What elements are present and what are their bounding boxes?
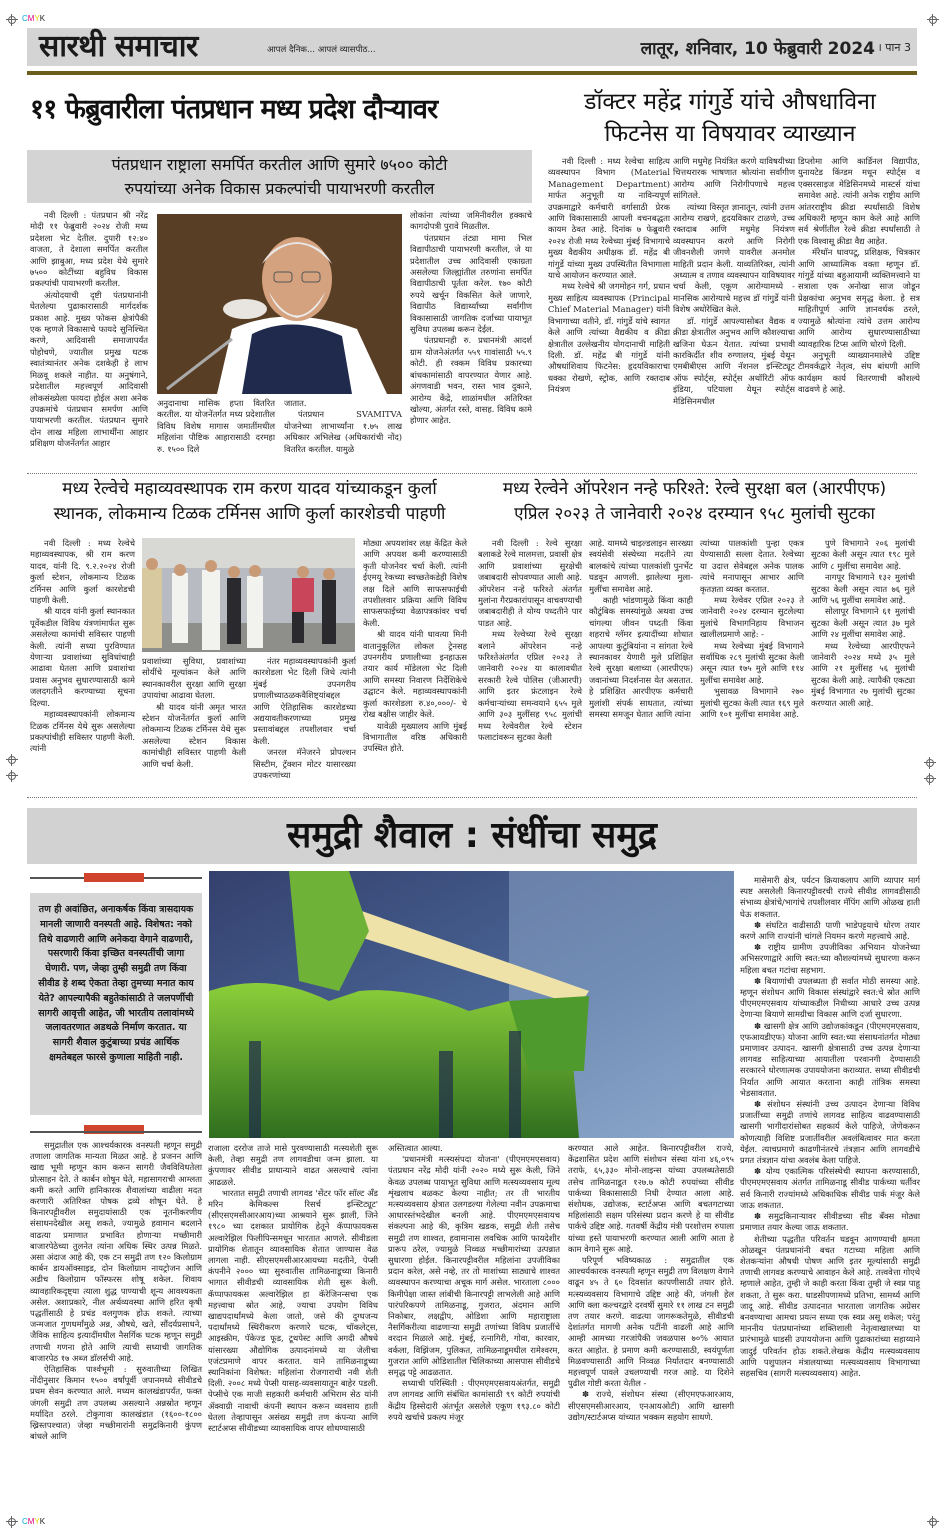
paragraph: डिप्लोमा आणि कार्डिनल विद्यापीठ, युनायटेड किंग्डम मधून स्पोर्ट्स व एक्सरसाइज मेडिसिनमध्ये मास्टर्स यांचा समावेश आहे. त्यांनी अनेक राष्ट्रीय आणि आंतरराष्ट्रीय क्रीडा स्पर्धांसाठी विशेष अधिकारी म्हणून काम केले आहे आणि सर्व श्रेणींतील रेल्वे क्रीडा स्पर्धांसाठी ते एक विश्वासू क्रीडा वैद्य आहेत. xyxy=(798,156,920,246)
paragraph: पंतप्रधानही रु. प्रधानमंत्री आदर्श ग्राम योजनेअंतर्गत ५५९ गावांसाठी ५५.९ कोटी. ही रक्कम विविध प्रकारच्या बांधकामांसाठी वापरण्यात येणार आहे. अंगणवाडी भवन, रास्त भाव दुकाने, आरोग्य केंद्रे, शाळांमधील अतिरिक्त खोल्या, अंतर्गत रस्ते, वासह. विविध कामे होणार आहेत. xyxy=(410,335,532,426)
story2-column-2 xyxy=(673,156,795,407)
story4-column-2 xyxy=(589,538,693,721)
section-divider xyxy=(27,797,917,798)
paragraph: 'प्रधानमंत्री मत्स्यसंपदा योजना' (पीएमएमएसवाय) पंतप्रधान नरेंद्र मोदी यांनी २०२० मध्ये सुरू केली, जिने केवळ उपलब्ध पायाभूत सुविधा आणि मत्स्यव्यवसाय मूल्य शृंखलाच बळकट केल्या नाहीत; तर ती भारतीय मत्स्यव्यवसाय क्षेत्रात उलगडल्या गेलेल्या नवीन उपक्रमाचा आधारस्तंभदेखील बनली आहे. पीएमएमएसवायच संकल्पना आहे की, कृत्रिम खडक, समुद्री शेती तसेच समुद्री तण शाश्वत, हवामानास लवचिक आणि फायदेशीर प्रारूप ठरेल, ज्यामुळे निव्वळ मच्छीमारांच्या उत्पन्नात सुधारणा होईल. किनारपट्टीवरील महिलांना उपजीविका प्रदान करेल, असे नव्हे, तर तो माशांच्या साठ्याचे शाश्वत व्यवस्थापन करण्याचा अचूक मार्ग असेल. भारताला ८००० किमीपेक्षा जास्त लांबीची किनारपट्टी लाभलेली आहे आणि पारंपरिकपणे तामिळनाडू, गुजरात, अंदमान आणि निकोबार, लक्षद्वीप, ओडिशा आणि महाराष्ट्राला नैसर्गिकरीत्या वाढणाऱ्या समुद्री तणांच्या विविध प्रजातींचे वरदान मिळाले आहे. मुंबई, रत्नागिरी, गोवा, कारवार, वर्कला, विझिंजम, पुलिकत, तामिळनाडूमधील रामेश्वरम, गुजरात आणि ओडिशातील चिलिकाच्या आसपास सीवीडचे समृद्ध पट्टे आढळतात. xyxy=(388,1154,560,1378)
paragraph: मध्य रेल्वेवर एप्रिल २०२३ ते जानेवारी २०२४ दरम्यान सुटलेल्या मुलांचे विभागनिहाय विभाजन खालीलप्रमाणे आहे: - xyxy=(700,595,804,640)
story5-column-4 xyxy=(568,1143,734,1423)
story2-column-1 xyxy=(548,156,670,396)
registration-mark-icon xyxy=(6,754,18,766)
paragraph: मॅरेथॉन धावपटू, प्रशिक्षक, चित्रकार आणि आध्यात्मिक वक्ता म्हणून डॉ. गांगुर्डे यांच्या बहुआयामी व्यक्तिमत्त्वाने या सत्राला एक अनोखा साज जोडून प्रेक्षकांचा अनुभव समृद्ध केला. हे सत्र माहितीपूर्ण आणि ज्ञानवर्धक ठरले, ज्यामुळे श्रोत्यांना त्यांचे उत्तम आरोग्य आणि आरोग्य सुधारण्यासाठीच्या व्यावहारिक टिप्स आणि धोरणे दिली. xyxy=(798,247,920,349)
registration-mark-icon xyxy=(927,1516,939,1528)
paragraph: मध्य रेल्वेच्या आरपीएफने जानेवारी २०२४ मध्ये ३५ मुले आणि २१ मुलींसह ५६ मुलांची सुटका केली आहे. त्यापैकी एकट्या मुंबई विभागात २७ मुलांची सुटका करण्यात आली आहे. xyxy=(811,640,915,708)
story2-headline xyxy=(540,86,920,150)
paragraph: श्री यादव यांनी धावत्या मिनी वातानुकूलित लोकल ट्रेनसह उपनगरीय प्रणालीच्या इनहाऊस तयार कार्य मॉडेलला भेट दिली आणि समस्या निवारण निर्देशिकेचे उद्घाटन केले. महाव्यवस्थापकांनी कुर्ला कारशेडला रु.४०,०००/- चे रोख बक्षीस जाहीर केले. xyxy=(363,629,467,720)
story3-headline-line: मध्य रेल्वेचे महाव्यवस्थापक राम करण यादव यांच्याकडून कुर्ला xyxy=(62,479,437,499)
pullquote-accent xyxy=(84,873,144,882)
story1-column-3 xyxy=(284,398,402,455)
story1-column-4 xyxy=(410,210,532,427)
story2-headline-line: डॉक्टर महेंद्र गांगुर्डे यांचे औषधाविना xyxy=(584,89,876,115)
paragraph: पंतप्रधान SVAMITVA योजनेच्या लाभार्थ्यांना १.७५ लाख अधिकार अभिलेख (अधिकारांची नोंद) वितरित करतील. यामुळे xyxy=(284,409,402,454)
story2-headline-line: फिटनेस या विषयावर व्याख्यान xyxy=(604,121,856,147)
story1-column-1 xyxy=(30,210,148,450)
story5-banner xyxy=(27,808,917,864)
registration-mark-icon xyxy=(927,14,939,26)
paragraph: सोलापूर विभागाने ६१ मुलांची सुटका केली असून त्यात ३७ मुले आणि २४ मुलींचा समावेश आहे. xyxy=(811,606,915,640)
story5-column-2 xyxy=(208,1143,378,1434)
paragraph: अनुभूती व्याख्यानमालेचे उद्दिष्ट टीमवर्कद्वारे नेतृत्व, संघ बांधणी आणि कार्यक्षम कार्य वितरणाची कौशल्ये वाढवणे हे आहे. xyxy=(798,349,920,395)
story3-photo xyxy=(142,538,355,652)
paragraph: परिपूर्ण भविष्यकाळ : समुद्रातील एक आश्चर्यकारक वनस्पती म्हणून समुद्री तण विलक्षण वेगाने वाढून ४५ ते ६० दिवसांत कापणीसाठी तयार होते. मत्स्यव्यवसाय विभागाचे उद्दिष्ट आहे की, जंगली हेल आणि क्ला कल्चरद्वारे दरवर्षी सुमारे ११ लाख टन समुद्री तण तयार करणे. वाढत्या जागरूकतेमुळे, सीवीडची देशांतर्गत मागणी अनेक पटींनी वाढली आहे आणि आम्ही आमच्या गरजांपैकी जवळपास ७०% आयात करत आहोत. हे प्रमाण कमी करण्यासाठी, स्वयंपूर्णता मिळवण्यासाठी आणि निव्वळ निर्यातदार बनण्यासाठी महत्त्वपूर्ण पावले उचलण्याची गरज आहे. या दिशेने पुढील गोष्टी करता येतील - xyxy=(568,1255,734,1389)
paragraph: समुद्रातील एक आश्चर्यकारक वनस्पती म्हणून समुद्री तणाला जागतिक मान्यता मिळत आहे. हे प्रजनन आणि खाद्य भूमी म्हणून काम करून सागरी जैवविविधतेला प्रोत्साहन देते. ते कार्बन शोषून घेते, महासागराची आम्लता कमी करते आणि हानिकारक शैवालांच्या वाढीला मदत करणारी अतिरिक्त पोषक द्रव्ये शोषून घेते. हे किनारपट्टीवरील समुदायांसाठी एक नूतनीकरणीय संसाधनदेखील असू शकते, ज्यामुळे हवामान बदलाने वाढत्या प्रमाणात प्रभावित होणाऱ्या मच्छीमारी बाजारपेठेच्या तुलनेत त्यांना अधिक स्थिर उत्पन्न मिळते. असा अंदाज आहे की, एक टन समुद्री तण १२० किलोग्राम कार्बन डायऑक्साइड, दोन किलोग्राम नायट्रोजन आणि अडीच किलोग्राम फॉस्फरस शोषू शकेल. शिवाय व्यावहारिकदृष्ट्या त्याला शुद्ध पाण्याची शून्य आवश्यकता असेल. अशाप्रकारे, नील अर्थव्यवस्था आणि हरित कृषी पद्धतींसाठी हे प्रचंड वलगुणक होऊ शकते. त्याच्या जन्मजात गुणधर्मांमुळे अन्न, औषधे, खते, सौंदर्यप्रसाधने, जैविक साहित्य इत्यादींमधील नैसर्गिक घटक म्हणून समुद्री तणाची गणना होते आणि त्याची सध्याची जागतिक बाजारपेठ १७ अब्ज डॉलर्सची आहे. xyxy=(30,1140,202,1363)
paragraph: ✽ संशोधन संस्थांनी उच्च उत्पादन देणाऱ्या विविध प्रजातींच्या समुद्री तणांचे लागवड साहित्य वाढवण्यासाठी खासगी भागीदारांसोबत सहकार्य केले पाहिजे, जेणेकरून कोणत्याही विशिष्ट प्रजातींवरील अवलंबित्वावर मात करता येईल. त्याचप्रमाणे काढणीनंतरचे तंत्रज्ञान आणि लागवडीचे प्रगत तंत्रज्ञान यांचा अवलंब केला पाहिजे. xyxy=(740,1099,920,1166)
paragraph: जनरल मॅनेजरने प्रोपल्शन सिस्टीम, ट्रॅक्शन मोटर यासारख्या उपकरणांच्या xyxy=(253,747,356,781)
paragraph: मासेमारी क्षेत्र, पर्यटन क्रियाकलाप आणि व्यापार मार्ग स्पष्ट असलेली किनारपट्टीवरची राज्ये सीवीड लागवडीसाठी संभाव्य क्षेत्रांचे/भागांचे तपशीलवार मॅपिंग आणि ओळख हाती घेऊ शकतात. xyxy=(740,875,920,919)
paragraph: प्रवाशांच्या सुविधा, प्रवाशांच्या सोयींचे मूल्यांकन केले आणि स्थानकावरील सुरक्षा आणि सुरक्षा उपायांचा आढावा घेतला. xyxy=(142,656,246,701)
registration-mark-icon xyxy=(6,1516,18,1528)
paragraph: ✽ संघटित वाढीसाठी पाणी भाडेपट्टयाचे धोरण तयार करणे आणि राज्यांनी चांगले नियमन करणे महत्त्वाचे आहे. xyxy=(740,919,920,942)
pullquote: तण ही अवांछित, अनाकर्षक किंवा त्रासदायक मानली जाणारी वनस्पती आहे. विशेषत: नको तिथे वाढणारी आणि अनेकदा वेगाने वाढणारी, पसरणारी किंवा इच्छित वनस्पतींची जागा घेणारी. पण, जेव्हा तुम्ही समुद्री तण किंवा सीवीड हे शब्द ऐकता तेव्हा तुमच्या मनात काय येते? आपल्यापैकी बहुतेकांसाठी ते जलपर्णीची सागरी आवृत्ती आहेत, जी भारतीय तलावांमध्ये जलावतरणात अडथळे निर्माण करतात. या सागरी शैवाल कुटुंबाच्या प्रचंड आर्थिक क्षमतेबद्दल फारसे कुणाला माहिती नाही. xyxy=(30,893,202,1115)
registration-mark-icon xyxy=(6,14,18,26)
story4-column-1 xyxy=(478,538,582,743)
story3-column-3 xyxy=(253,656,356,781)
story4-headline xyxy=(472,477,917,527)
newspaper-logo: सारथी समाचार xyxy=(39,29,198,64)
station-inspection-image xyxy=(142,538,355,652)
paragraph: नवी दिल्ली : रेल्वे सुरक्षा बलाकडे रेल्वे मालमत्ता, प्रवासी क्षेत्र आणि प्रवाशांच्या सुरक्षेची जबाबदारी सोपवण्यात आली आहे. ऑपरेशन नन्हे फरिश्ते अंतर्गत मुलांना गैरप्रकारांपासून वाचवण्याची जबाबदारीही ते योग्य पध्दतीने पार पाडत आहे. xyxy=(478,538,582,628)
paragraph: भारतात समुद्री तणाची लागवड 'सेंटर फॉर सॉल्ट अँड मरिन केमिकल्स रिसर्च इन्स्टिट्यूट' (सीएसएमसीआरआय)च्या आश्रयाने सुरू झाली, जिने १९८० च्या दशकात प्रायोगिक हेतूने कॅप्पाफायकस अल्वारेझिल फिलीपिन्समधून भारतात आणले. सीवीडला प्रायोगिक शेतातून व्यावसायिक शेतात जाण्यास वेळ लागला नाही. सीएसएमसीआरआयच्या मदतीने, पेप्सी कंपनीने २००० च्या सुरुवातीस तामिळनाडूच्या किनारी भागात सीवीडची व्यावसायिक शेती सुरू केली. कॅप्पाफायकस अल्वारेझिल हा कॅरेजिनन्सचा एक महत्त्वाचा स्रोत आहे, ज्याचा उपयोग विविध खाद्यपदार्थांमध्ये केला जातो, जसे की दुग्धजन्य पदार्थांमध्ये स्थिरीकरण करणारे घटक, चॉकलेट्स, आइस्क्रीम, पॅकेज्ड फूड, टूथपेस्ट आणि अगदी औषधे यांसारख्या औद्योगिक उत्पादनांमध्ये या जेलीचा एजंटप्रमाणे वापर करतात. याने तामिळनाडूच्या स्थानिकांना विशेषत: महिलांना रोजगाराची नवी शेती दिली. २००८ मध्ये पेप्सी यासह-व्यवसायातून बाहेर पडली. पेप्सीचे एक माजी सहकारी कर्मचारी अभिराम सेठ यांनी ॲक्वाग्री नावाची कंपनी स्थापन करून व्यवसाय हाती घेतला तेव्हापासून असंख्य समुद्री तण कंपन्या आणि स्टार्टअप्स सीवीडच्या व्यावसायिक वापर शोधण्यासाठी xyxy=(208,1187,378,1434)
story4-column-3 xyxy=(700,538,804,721)
masthead-divider xyxy=(27,71,917,75)
paragraph: ✽ योग्य एकात्मिक परिसंस्थेची स्थापना करण्यासाठी, पीएमएमएसवाय अंतर्गत तामिळनाडू सीवीड पार्कच्या धर्तीवर सर्व किनारी राज्यांमध्ये अधिकाधिक सीवीड पार्क मंजूर केले जाऊ शकतात. xyxy=(740,1166,920,1210)
paragraph: यावेळी मुख्यालय आणि मुंबई विभागातील वरिष्ठ अधिकारी उपस्थित होते. xyxy=(363,720,467,754)
seaweed-image xyxy=(209,871,734,1138)
paragraph: त्यांच्या पालकांशी पुन्हा एकत्र येण्यासाठी सल्ला देतात. रेल्वेच्या या उदात्त सेवेबद्दल अनेक पालक त्यांचे मनापासून आभार आणि कृतज्ञता व्यक्त करतात. xyxy=(700,538,804,594)
paragraph: ✽ बियाणांची उपलब्धता ही सर्वात मोठी समस्या आहे. म्हणून संशोधन आणि विकास संस्थांद्वारे स्वत:चे स्रोत आणि पीएमएमएसवाय यांच्याकडील निधीच्या आधारे उच्च उत्पन्न देणाऱ्या बियाणे सामग्रीचा विकास आणि दर्जा सुधारणा. xyxy=(740,975,920,1020)
paragraph: मध्य रेल्वेच्या रेल्वे सुरक्षा बलाने ऑपरेशन नन्हे फरिश्तेअंतर्गत एप्रिल २०२३ ते जानेवारी २०२४ या कालावधीत सरकारी रेल्वे पोलिस (जीआरपी) आणि इतर फ्रंटलाइन रेल्वे कर्मचाऱ्यांच्या समन्वयाने ६५५ मुले आणि ३०३ मुलींसह ९५८ मुलांची मध्य रेल्वेवरील रेल्वे स्टेशन फलाटांवरून सुटका केली xyxy=(478,629,582,742)
paragraph: ✽ समुद्रकिनाऱ्यावर सीवीडच्या सीड बँक्स मोठ्या प्रमाणात तयार केल्या जाऊ शकतात. xyxy=(740,1211,920,1233)
pullquote-rule xyxy=(30,1131,202,1133)
story1-deck-line: पंतप्रधान राष्ट्राला समर्पित करतील आणि सुमारे ७५०० कोटी xyxy=(111,155,448,174)
paragraph: ✽ खासगी क्षेत्र आणि उद्योजकांकडून (पीएमएमएसवाय, एफआयडीएफ) योजना आणि स्वत:च्या संसाधनांतर्गत मोठ्या प्रमाणावर उत्पादन. खासगी क्षेत्रासाठी उच्च उत्पन्न देणाऱ्या लागवड साहित्याच्या आयातीला परवानगी देण्यासाठी सरकारने धोरणात्मक उपाययोजना कराव्यात. सध्या सीवीडची निर्यात आणि आयात करताना काही तांत्रिक समस्या भेडसावतात. xyxy=(740,1020,920,1098)
story1-deck xyxy=(27,150,532,203)
story3-column-4 xyxy=(363,538,467,755)
paragraph: शेतीच्या पद्धतीत परिवर्तन घडवून आणण्याची क्षमता ओळखून पंतप्रधानांनी बचत गटाच्या महिला आणि शेतकऱ्यांना औषधी पोषण आणि इतर मूल्यांसाठी समुद्री तणाची लागवड करण्याचे आवाहन केले आहे. तत्त्ववेत्ता गोएथे म्हणाले आहेत, तुम्ही जे काही करता किंवा तुम्ही जे स्वप्न पाहू शकता, ते सुरू करा. धाडसीपणामध्ये प्रतिभा, सामर्थ्य आणि जादू आहे. सीवीड उत्पादनात भारताला जागतिक अग्रेसर बनवण्याचा आमचा प्रयत्न सध्या एक स्वप्न असू शकेल; परंतु माननीय पंतप्रधानांच्या शक्तिशाली नेतृत्वाखालच्या या प्रारंभामुळे धाडसी उपाययोजना आणि पुढाकारांच्या सहाय्याने जादुई परिवर्तन होऊ शकते.लेखक केंद्रीय मत्स्यव्यवसाय आणि पशुपालन मंत्रालयाच्या मत्स्यव्यवसाय विभागाच्या सहसचिव (सागरी मत्स्यव्यवसाय) आहेत. xyxy=(740,1233,920,1378)
story4-headline-line: एप्रिल २०२३ ते जानेवारी २०२४ दरम्यान ९५८ मुलांची सुटका xyxy=(514,504,875,524)
masthead xyxy=(27,28,917,66)
dateline: लातूर, शनिवार, 10 फेब्रुवारी 2024 xyxy=(640,39,875,59)
section-divider xyxy=(27,473,917,474)
paragraph: श्री यादव यांनी अमृत भारत स्टेशन योजनेंतर्गत कुर्ला आणि लोकमान्य टिळक टर्मिनस येथे सुरू असलेल्या स्टेशन विकास कामांचीही सविस्तर पाहणी केली आणि चर्चा केली. xyxy=(142,701,246,769)
paragraph: पुणे विभागाने २०६ मुलांची सुटका केली असून त्यात १९८ मुले आणि ८ मुलींचा समावेश आहे. xyxy=(811,538,915,571)
story3-column-1 xyxy=(30,538,135,755)
cmyk-mark: CMYK xyxy=(22,1517,46,1526)
paragraph: श्री यादव यांनी कुर्ला स्थानकात पूर्वेकडील विविध यंत्रणांमार्फत सुरू असलेल्या कामांची सविस्तर पाहणी केली. त्यांनी सध्या पुरविण्यात येणाऱ्या प्रवाशांच्या सुविधांचाही आढावा घेतला आणि प्रवाशांचा प्रवास अनुभव सुधारण्यासाठी कामे जलदगतीने करण्याच्या सूचना दिल्या. xyxy=(30,606,135,708)
paragraph: सध्याची परिस्थिती : पीएमएमएसवायअंतर्गत, समुद्री तण लागवड आणि संबंधित कामांसाठी ९९ कोटी रुपयांची केंद्रीय हिस्सेदारी अंतर्भूत असलेले एकूण १९३.८० कोटी रुपये खर्चाचे प्रकल्प मंजूर xyxy=(388,1378,560,1422)
paragraph: त्यांच्या विस्तृत ज्ञानातून, त्यांनी उत्तम आरोग्य राखणे, हृदयविकार टाळणे, उच्च रक्तदाब आणि मधुमेह नियंत्रण व्यवस्थापन करणे आणि निरोगी जीवनशैली जगणे यावरील अनमोल माहिती प्रदान केली. याव्यतिरिक्त, त्यांनी अध्यात्म व तणाव व्यवस्थापन याविषयावर चर्चा केली, एकूण आरोग्यामध्ये - मानसिक आरोग्याचे महत्त्व डॉ गांगुर्डे यांनी विशेष अधोरेखित केले. xyxy=(673,201,795,315)
paragraph: राजाला दररोज ताजे मासे पुरवण्यासाठी मत्स्यशेती सुरू केली, तेव्हा समुद्री तण लागवडीचा जन्म झाला. या कुंपणावर सीवीड प्राधान्याने वाढत असल्याचे त्यांना आढळले. xyxy=(208,1143,378,1187)
paragraph: मध्य रेल्वेचे श्री जगमोहन गर्ग, प्रधान मुख्य साहित्य व्यवस्थापक (Principal Chief Material Manager) यांनी विभागाच्या वतीने, डॉ. गांगुर्डे यांचे स्वागत केले आणि त्यांच्या वैद्यकीय व क्रीडा क्षेत्रातील उल्लेखनीय योगदानाची माहिती दिली. डॉ. महेंद्र बी गांगुर्डे यांनी औषधांशिवाय फिटनेस: हृदयविकाराचा धक्का रोखणे, स्ट्रोक, आणि रक्तदाब नियंत्रण xyxy=(548,281,670,395)
story1-column-2 xyxy=(157,398,275,455)
story3-column-2 xyxy=(142,656,246,770)
paragraph: मोठ्या अपयशांवर लक्ष केंद्रित केले आणि अपयश कमी करण्यासाठी कृती योजनेवर चर्चा केली. त्यांनी ईएमयू रेकच्या स्वच्छतेकडेही विशेष लक्ष दिले आणि साफसफाईची तपशीलवार प्रक्रिया आणि विविध साफसफाईच्या वेळापत्रकांवर चर्चा केली. xyxy=(363,538,467,628)
story1-photo xyxy=(157,214,402,394)
story3-headline xyxy=(27,477,472,527)
story2-column-3 xyxy=(798,156,920,396)
story5-column-5 xyxy=(740,875,920,1379)
paragraph: लोकांना त्यांच्या जमिनीवरील हक्काचे कागदोपत्री पुरावे मिळतील. xyxy=(410,210,532,232)
paragraph: डॉ. गांगुर्डे आपल्यासोबत वैद्यक व क्रीडा क्षेत्रातील अनुभव आणि कौशल्याचा खजिना घेऊन येतात. त्यांच्या प्रभावी कारकिर्दीत शीव रुग्णालय, मुंबई येथून एमबीबीएस आणि नॅशनल इन्स्टिट्यूट ऑफ स्पोर्ट्स, स्पोर्ट्स अथॉरिटी ऑफ इंडिया, पटियाला येथून स्पोर्ट्स मेडिसिनमधील xyxy=(673,315,795,406)
tagline: आपलं दैनिक... आपलं व्यासपीठ... xyxy=(267,45,376,55)
paragraph: अनुदानाचा मासिक हप्ता वितरित करतील. या योजनेंतर्गत मध्य प्रदेशातील विविध विशेष मागास जमातींमधील महिलांना पौष्टिक आहारासाठी दरमहा रु. १५०० दिले xyxy=(157,398,275,454)
story5-photo xyxy=(209,871,734,1138)
paragraph: नंतर महाव्यवस्थापकांनी कुर्ला कारशेडला भेट दिली जिथे त्यांनी मुंबई उपनगरीय प्रणालीच्याठळकवैशिष्ट्यांबद्दल आणि ऐतिहासिक कारशेडच्या अद्ययावतीकरणाच्या प्रमुख प्रस्तावांबद्दल तपशीलवार चर्चा केली. xyxy=(253,656,356,746)
paragraph: आणि मधुमेह नियंत्रित करणे याविषयीच्या चित्तथरारक भाषणात श्रोत्यांना सर्वांगीण आरोग्य आणि निरोगीपणाचे महत्त्व सांगितले. xyxy=(673,156,795,201)
paragraph: आहे. यामध्ये चाइल्डलाइन सारख्या स्वयंसेवी संस्थेच्या मदतीने त्या बालकांचे त्यांच्या पालकांशी पुनर्भेट घडवून आणली. झालेल्या मुला-मुलींचा समावेश आहे. xyxy=(589,538,693,594)
paragraph: नागपूर विभागाने १३२ मुलांची सुटका केली असून त्यात ७६ मुले आणि ५६ मुलींचा समावेश आहे. xyxy=(811,572,915,606)
registration-mark-icon xyxy=(924,773,936,785)
paragraph: ✽ राज्ये, संशोधन संस्था (सीएमएफआरआय, सीएसएमसीआरआय, एनआयओटी) आणि खासगी उद्योग/स्टार्टअप्स यांच्यात भक्कम सहयोग साधणे. xyxy=(568,1389,734,1422)
paragraph: नवी दिल्ली : मध्य रेल्वेचा साहित्य व्यवस्थापन विभाग (Material Management Department) मार्फत अनुभूती या नाविन्यपूर्ण उपक्रमाद्वारे कर्मचारी वर्गासाठी प्रेरक आणि विकासासाठी आपली वचनबद्धता कायम ठेवत आहे. दिनांक ७ फेब्रुवारी २०२४ रोजी मध्य रेल्वेच्या मुंबई विभागाचे मुख्य वैद्यकीय अधीक्षक डॉ. महेंद्र बी गांगुर्डे यांच्या मुख्य उपस्थितीत विभागाला याचे आयोजन करण्यात आले. xyxy=(548,156,670,281)
story5-column-3 xyxy=(388,1143,560,1423)
story1-deck-line: रुपयांच्या अनेक विकास प्रकल्पांची पायाभरणी करतील xyxy=(124,179,435,198)
story1-headline: ११ फेब्रुवारीला पंतप्रधान मध्य प्रदेश दौऱ्यावर xyxy=(30,94,438,125)
pm-portrait-image xyxy=(157,214,402,394)
paragraph: जातात. xyxy=(284,398,307,408)
story3-headline-line: स्थानक, लोकमान्य टिळक टर्मिनस आणि कुर्ला कारशेडची पाहणी xyxy=(53,504,446,524)
paragraph: काही भांडणामुळे किंवा काही कौटुंबिक समस्यांमुळे अथवा उच्च चांगल्या जीवन पध्दती किंवा शहराचे ग्लॅमर इत्यादींच्या शोधात आपल्या कुटुंबियांना न सांगता रेल्वे स्थानकावर येणारी मुले प्रशिक्षित रेल्वे सुरक्षा बलाच्या (आरपीएफ) जवानांच्या निदर्शनास येत असतात. हे प्रशिक्षित आरपीएफ कर्मचारी मुलांशी संपर्क साधतात, त्यांच्या समस्या समजून घेतात आणि त्यांना xyxy=(589,595,693,720)
paragraph: अस्तित्वात आल्या. xyxy=(388,1143,443,1153)
page-number: । पान 3 xyxy=(877,41,911,54)
story5-column-1 xyxy=(30,1140,202,1442)
paragraph: मध्य रेल्वेच्या मुंबई विभागाने सर्वाधिक २८९ मुलांची सुटका केली असून त्यात १७५ मुले आणि ११४ मुलींचा समावेश आहे. xyxy=(700,640,804,685)
paragraph: ऐतिहासिक पार्श्वभूमी : सुरुवातीच्या लिखित नोंदीनुसार किमान १५०० वर्षांपूर्वी जपानमध्ये सीवीडचे प्रथम सेवन करण्यात आले. मध्यम कालखंडापर्यंत, फक्त जंगली समुद्री तण उपलब्ध असल्याने अन्नस्रोत म्हणून मर्यादित ठरले. टोकुगावा कालखंडात (१६००-१८०० ख्रिस्तपश्चात) जेव्हा मच्छीमारांनी समुद्रकिनारी कुंपण बांधले आणि xyxy=(30,1364,202,1442)
story4-headline-line: मध्य रेल्वेने ऑपरेशन नन्हे फरिश्ते: रेल्वे सुरक्षा बल (आरपीएफ) xyxy=(502,479,887,499)
paragraph: ✽ राष्ट्रीय ग्रामीण उपजीविका अभियान योजनेच्या अभिसरणाद्वारे आणि स्वत:च्या कौशल्यांमध्ये सुधारणा करून महिला बचत गटांचा सहभाग. xyxy=(740,942,920,975)
paragraph: अंत्योदयाची दृष्टी पंतप्रधानांनी घेतलेल्या पुढाकारासाठी मार्गदर्शक प्रकाश आहे. मुख्य फोकस क्षेत्रांपैकी एक म्हणजे विकासाचे फायदे सुनिश्चित करणे, आदिवासी समाजापर्यंत पोहोचणे, ज्यातील प्रमुख घटक स्वातंत्र्यानंतर अनेक दशकेही हे लाभ मिळवू शकले नाहीत. या अनुषंगाने, प्रदेशातील महत्त्वपूर्ण आदिवासी लोकसंख्येला फायदा होईल अशा अनेक उपक्रमांचे पंतप्रधान समर्पण आणि पायाभरणी करतील. पंतप्रधान सुमारे दोन लाख महिला लाभार्थींना आहार प्रशिक्षण योजनेंतर्गत आहार xyxy=(30,289,148,449)
registration-mark-icon xyxy=(924,757,936,769)
story4-column-4 xyxy=(811,538,915,709)
story5-headline: समुद्री शैवाल : संधींचा समुद्र xyxy=(286,815,658,856)
registration-mark-icon xyxy=(6,770,18,782)
paragraph: नवी दिल्ली : पंतप्रधान श्री नरेंद्र मोदी ११ फेब्रुवारी २०२४ रोजी मध्य प्रदेशला भेट देतील. दुपारी १२:४० वाजता, ते देशाला समर्पित करतील आणि झाबुआ, मध्य प्रदेश येथे सुमारे ७५०० कोटींच्या बहुविध विकास प्रकल्पांची पायाभरणी करतील. xyxy=(30,210,148,289)
paragraph: करण्यात आले आहेत. किनारपट्टीवरील राज्ये, केंद्रशासित प्रदेश आणि संशोधन संस्था यांना ४६,०९५ तराफे, ६५,३३० मोनो-लाइन्स यांच्या उपलब्धतेसाठी तसेच तामिळनाडूत १२७.७ कोटी रुपयांच्या सीवीड पार्कच्या विकासासाठी निधी देण्यात आला आहे. संशोधक, उद्योजक, स्टार्टअप्स आणि बचतगटाच्या महिलांसाठी सक्षम परिसंस्था प्रदान करणे हे या सीवीड पार्कचे उद्दिष्ट आहे. गतवर्षी केंद्रीय मंत्री परशोत्तम रुपाला यांच्या हस्ते पायाभरणी करण्यात आली आणि आता हे काम वेगाने सुरू आहे. xyxy=(568,1143,734,1254)
paragraph: नवी दिल्ली : मध्य रेल्वेचे महाव्यवस्थापक, श्री राम करण यादव, यांनी दि. ९.२.२०२४ रोजी कुर्ला स्टेशन, लोकमान्य टिळक टर्मिनस आणि कुर्ला कारशेडची पाहणी केली. xyxy=(30,538,135,606)
paragraph: महाव्यवस्थापकांनी लोकमान्य टिळक टर्मिनस येथे सुरू असलेल्या प्रकल्पांचीही सविस्तर पाहणी केली. त्यांनी xyxy=(30,709,135,754)
cmyk-mark: CMYK xyxy=(22,14,46,23)
paragraph: पंतप्रधान तंट्या मामा भिल विद्यापीठाची पायाभरणी करतील, जे या प्रदेशातील उच्च आदिवासी एकाग्रता असलेल्या जिल्ह्यांतील तरुणांना समर्पित विद्यापीठाची पूर्तता करेल. १७० कोटी रुपये खर्चून विकसित केले जाणारे, विद्यापीठ विद्यार्थ्यांच्या सर्वांगीण विकासासाठी जागतिक दर्जाच्या पायाभूत सुविधा उपलब्ध करून देईल. xyxy=(410,232,532,335)
paragraph: भुसावळ विभागाने २७० मुलांची सुटका केली त्यात १६९ मुले आणि १०१ मुलींचा समावेश आहे. xyxy=(700,686,804,720)
